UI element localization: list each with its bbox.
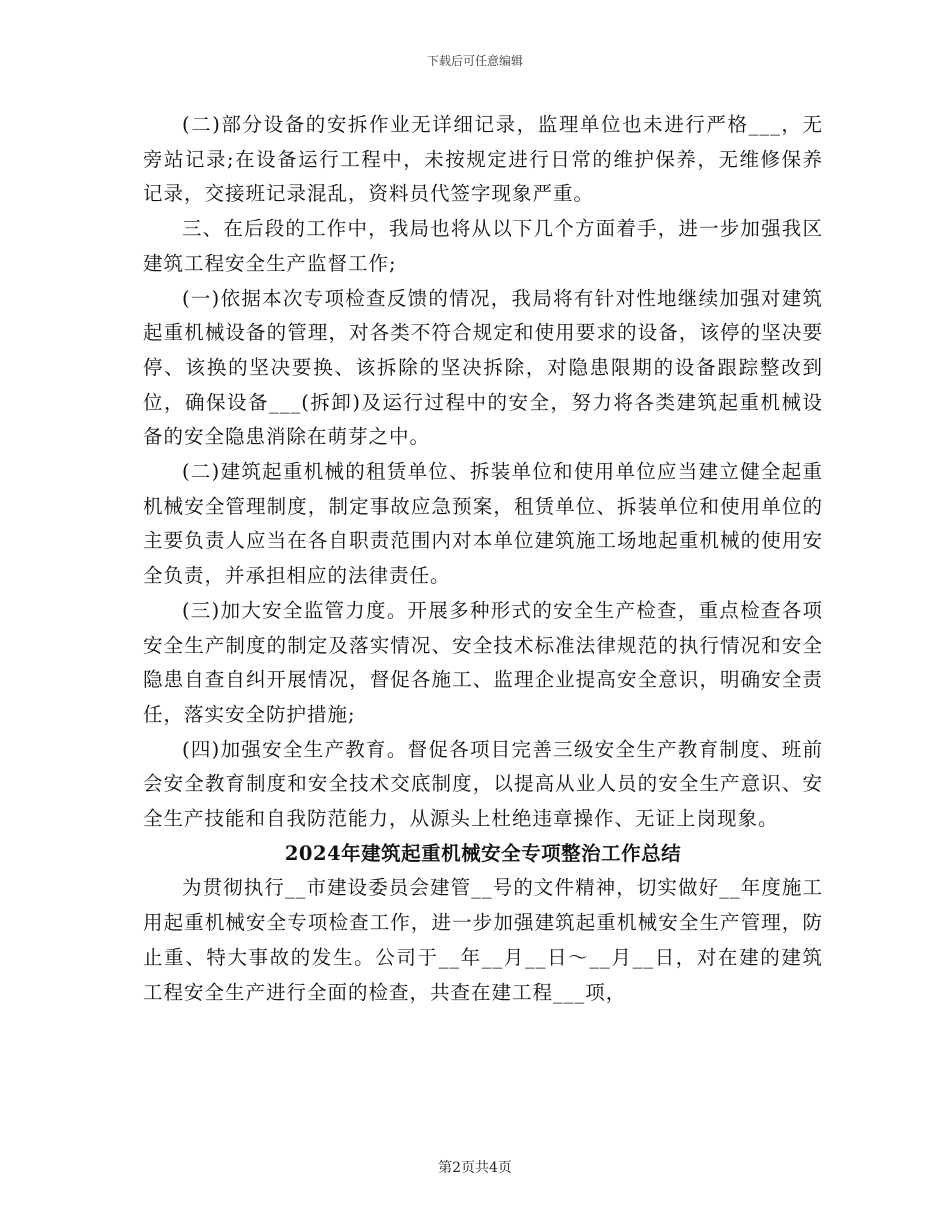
document-body (143, 108, 823, 1010)
section-title: 2024年建筑起重机械安全专项整治工作总结 (284, 841, 682, 865)
paragraph-section-three-intro: 三、在后段的工作中，我局也将从以下几个方面着手，进一步加强我区建筑工程安全生产监督工作; (143, 217, 823, 275)
page-header: 下载后可任意编辑 (426, 54, 523, 68)
paragraph-summary-intro: 为贯彻执行__市建设委员会建管__号的文件精神，切实做好__年度施工用起重机械安全专项检查工作，进一步加强建筑起重机械安全生产管理，防止重、特大事故的发生。公司于__年__月__日～__月__日，对在建的建筑工程安全生产进行全面的检查，共查在建工程___项， (143, 876, 823, 1004)
paragraph-measure-four: (四)加强安全生产教育。督促各项目完善三级安全生产教育制度、班前会安全教育制度和安全技术交底制度，以提高从业人员的安全生产意识、安全生产技能和自我防范能力，从源头上杜绝违章操作、无证上岗现象。 (143, 737, 823, 831)
paragraph-inspection-records: (二)部分设备的安拆作业无详细记录，监理单位也未进行严格___，无旁站记录;在设备运行工程中，未按规定进行日常的维护保养，无维修保养记录，交接班记录混乱，资料员代签字现象严重。 (143, 113, 823, 206)
page-footer: 第2页共4页 (438, 1160, 512, 1176)
paragraph-measure-two: (二)建筑起重机械的租赁单位、拆装单位和使用单位应当建立健全起重机械安全管理制度，制定事故应急预案，租赁单位、拆装单位和使用单位的主要负责人应当在各自职责范围内对本单位建筑施工场地起重机械的使用安全负责，并承担相应的法律责任。 (143, 460, 823, 588)
paragraph-measure-one: (一)依据本次专项检查反馈的情况，我局将有针对性地继续加强对建筑起重机械设备的管理，对各类不符合规定和使用要求的设备，该停的坚决要停、该换的坚决要换、该拆除的坚决拆除，对隐患限期的设备跟踪整改到位，确保设备___(拆卸)及运行过程中的安全，努力将各类建筑起重机械设备的安全隐患消除在萌芽之中。 (143, 286, 823, 449)
paragraph-measure-three: (三)加大安全监管力度。开展多种形式的安全生产检查，重点检查各项安全生产制度的制定及落实情况、安全技术标准法律规范的执行情况和安全隐患自查自纠开展情况，督促各施工、监理企业提高安全意识，明确安全责任，落实安全防护措施; (143, 598, 823, 726)
